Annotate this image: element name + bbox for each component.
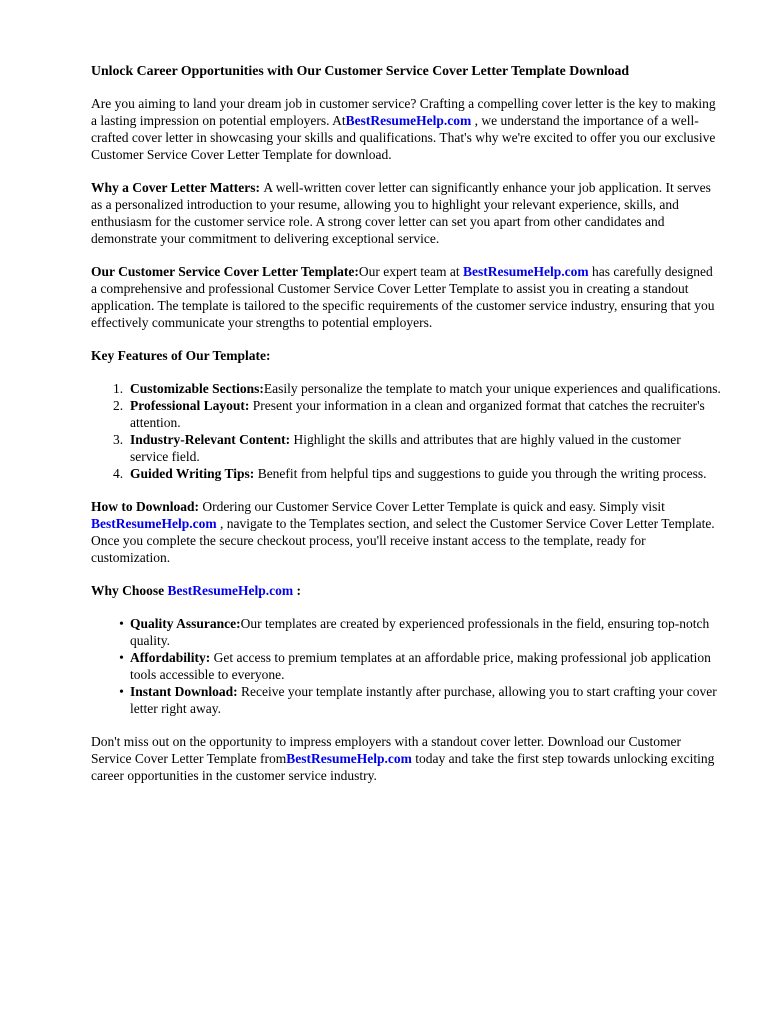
bullet-icon: •: [119, 616, 124, 631]
text-run: A well-written cover letter can significantly enhance your job application. It serves as a personalized introduction to your resume, allowing you to highlight your relevant experience, skills, and enthusiasm for the customer service role. A strong cover letter can set you apart from other candidates and demonstrate your commitment to delivering exceptional service.: [91, 180, 711, 246]
list-item: [113, 615, 721, 649]
text-run: Are you aiming to land your dream job in customer service? Crafting a compelling cover letter is the key to making a lasting impression on potential employers. At: [91, 96, 716, 128]
page-title: [91, 62, 721, 79]
text-run: Easily personalize the template to match your unique experiences and qualifications.: [263, 381, 721, 396]
bold-text-run: Our Customer Service Cover Letter Template:: [91, 264, 359, 279]
document-content: [91, 62, 721, 784]
list-item-text: [130, 465, 721, 482]
bold-text-run: Quality Assurance:: [130, 616, 241, 631]
bold-text-run: Affordability:: [130, 650, 214, 665]
list-number-marker: 2.: [113, 398, 124, 413]
text-run: today and take the first step towards unlocking exciting career opportunities in the customer service industry.: [91, 751, 715, 783]
list-item: [113, 397, 721, 431]
list-item-text: [130, 397, 721, 431]
how-to-download-paragraph: [91, 498, 721, 566]
bullet-icon: •: [119, 650, 124, 665]
text-run: Our expert team at: [358, 264, 464, 279]
text-run: Don't miss out on the opportunity to impress employers with a standout cover letter. Download our Customer Service Cover Letter Template from: [91, 734, 681, 766]
bold-text-run: :: [293, 583, 301, 598]
list-item: [113, 465, 721, 482]
list-number-marker: 4.: [113, 466, 124, 481]
text-run: Get access to premium templates at an affordable price, making professional job application tools accessible to everyone.: [130, 650, 711, 682]
bestresumehelp-link[interactable]: BestResumeHelp.com: [91, 516, 217, 531]
why-choose-list: [91, 615, 721, 717]
bold-text-run: Guided Writing Tips:: [130, 466, 258, 481]
text-run: , navigate to the Templates section, and select the Customer Service Cover Letter Template. Once you complete the secure checkout process, you'll receive instant access to the template, ready for customization.: [91, 516, 715, 565]
bold-text-run: Industry-Relevant Content:: [130, 432, 294, 447]
text-run: Ordering our Customer Service Cover Letter Template is quick and easy. Simply visit: [202, 499, 665, 514]
list-number-marker: 3.: [113, 432, 124, 447]
text-run: Receive your template instantly after purchase, allowing you to start crafting your cover letter right away.: [130, 684, 717, 716]
list-number-marker: 1.: [113, 381, 124, 396]
list-item-text: [130, 649, 721, 683]
key-features-list: [91, 380, 721, 482]
bold-text-run: Professional Layout:: [130, 398, 253, 413]
list-item-text: [130, 431, 721, 465]
list-item: [113, 683, 721, 717]
list-item: [113, 431, 721, 465]
bold-text-run: Instant Download:: [130, 684, 242, 699]
bestresumehelp-link[interactable]: BestResumeHelp.com: [167, 583, 294, 598]
bestresumehelp-link[interactable]: BestResumeHelp.com: [345, 113, 472, 128]
bold-text-run: Unlock Career Opportunities with Our Customer Service Cover Letter Template Download: [91, 63, 630, 78]
why-cover-letter-matters-paragraph: [91, 179, 721, 247]
text-run: Present your information in a clean and organized format that catches the recruiter's attention.: [130, 398, 705, 430]
list-item-text: [130, 615, 721, 649]
bestresumehelp-link[interactable]: BestResumeHelp.com: [286, 751, 412, 766]
bold-text-run: Why Choose: [91, 583, 168, 598]
text-run: , we understand the importance of a well-crafted cover letter in showcasing your skills and qualifications. That's why we're excited to offer you our exclusive Customer Service Cover Letter Template for download.: [91, 113, 716, 162]
text-run: Highlight the skills and attributes that are highly valued in the customer service field.: [130, 432, 681, 464]
bestresumehelp-link[interactable]: BestResumeHelp.com: [463, 264, 589, 279]
bold-text-run: Key Features of Our Template:: [91, 348, 271, 363]
text-run: Our templates are created by experienced professionals in the field, ensuring top-notch quality.: [130, 616, 710, 648]
closing-paragraph: [91, 733, 721, 784]
intro-paragraph: [91, 95, 721, 163]
key-features-heading: [91, 347, 721, 364]
list-item-text: [130, 683, 721, 717]
list-item: [113, 380, 721, 397]
text-run: has carefully designed a comprehensive and professional Customer Service Cover Letter Template to assist you in creating a standout application. The template is tailored to the specific requirements of the customer service industry, ensuring that you effectively communicate your strengths to potential employers.: [91, 264, 715, 330]
list-item: [113, 649, 721, 683]
bullet-icon: •: [119, 684, 124, 699]
bold-text-run: Why a Cover Letter Matters:: [91, 180, 264, 195]
list-item-text: [130, 380, 721, 397]
bold-text-run: How to Download:: [91, 499, 203, 514]
why-choose-heading: [91, 582, 721, 599]
text-run: Benefit from helpful tips and suggestions to guide you through the writing process.: [257, 466, 707, 481]
our-template-paragraph: [91, 263, 721, 331]
bold-text-run: Customizable Sections:: [130, 381, 264, 396]
